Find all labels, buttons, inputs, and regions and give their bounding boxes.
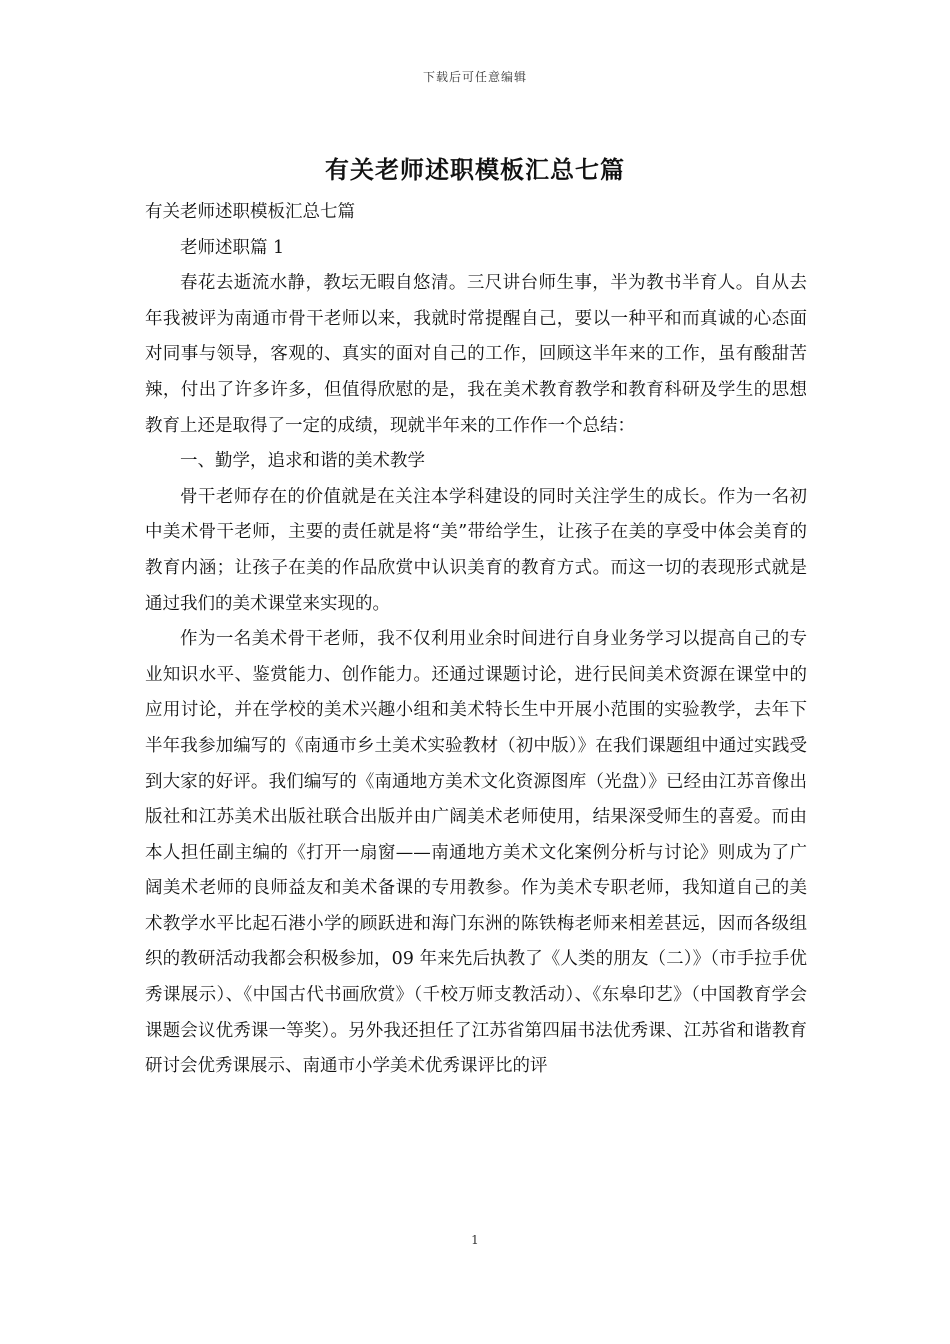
header-note: 下载后可任意编辑: [422, 70, 527, 84]
page-number: 1: [471, 1233, 479, 1247]
paragraph-backbone-teacher: 骨干老师存在的价值就是在关注本学科建设的同时关注学生的成长。作为一名初中美术骨干老师，主要的责任就是将“美”带给学生，让孩子在美的享受中体会美育的教育内涵；让孩子在美的作品欣赏中认识美育的教育方式。而这一切的表现形式就是通过我们的美术课堂来实现的。: [145, 486, 807, 614]
paragraph-study-research: 作为一名美术骨干老师，我不仅利用业余时间进行自身业务学习以提高自己的专业知识水平、鉴赏能力、创作能力。还通过课题讨论，进行民间美术资源在课堂中的应用讨论，并在学校的美术兴趣小组和美术特长生中开展小范围的实验教学，去年下半年我参加编写的《南通市乡土美术实验教材（初中版）》在我们课题组中通过实践受到大家的好评。我们编写的《南通地方美术文化资源图库（光盘）》已经由江苏音像出版社和江苏美术出版社联合出版并由广阔美术老师使用，结果深受师生的喜爱。而由本人担任副主编的《打开一扇窗——南通地方美术文化案例分析与讨论》则成为了广阔美术老师的良师益友和美术备课的专用教参。作为美术专职老师，我知道自己的美术教学水平比起石港小学的顾跃进和海门东洲的陈铁梅老师来相差甚远，因而各级组织的教研活动我都会积极参加，09 年来先后执教了《人类的朋友（二）》（市手拉手优秀课展示）、《中国古代书画欣赏》（千校万师支教活动）、《东皋印艺》（中国教育学会课题会议优秀课一等奖）。另外我还担任了江苏省第四届书法优秀课、江苏省和谐教育研讨会优秀课展示、南通市小学美术优秀课评比的评: [145, 629, 807, 1077]
document-subtitle: 有关老师述职模板汇总七篇: [145, 202, 355, 222]
section-heading: 老师述职篇 1: [180, 237, 285, 258]
document-body: [145, 195, 807, 1085]
paragraph-intro: 春花去逝流水静，教坛无暇自悠清。三尺讲台师生事，半为教书半育人。自从去年我被评为南通市骨干老师以来，我就时常提醒自己，要以一种平和而真诚的心态面对同事与领导，客观的、真实的面对自己的工作，回顾这半年来的工作，虽有酸甜苦辣，付出了许多许多，但值得欣慰的是，我在美术教育教学和教育科研及学生的思想教育上还是取得了一定的成绩，现就半年来的工作作一个总结：: [145, 273, 807, 436]
document-title: 有关老师述职模板汇总七篇: [325, 155, 625, 184]
paragraph-heading-1: 一、勤学，追求和谐的美术教学: [180, 451, 425, 472]
